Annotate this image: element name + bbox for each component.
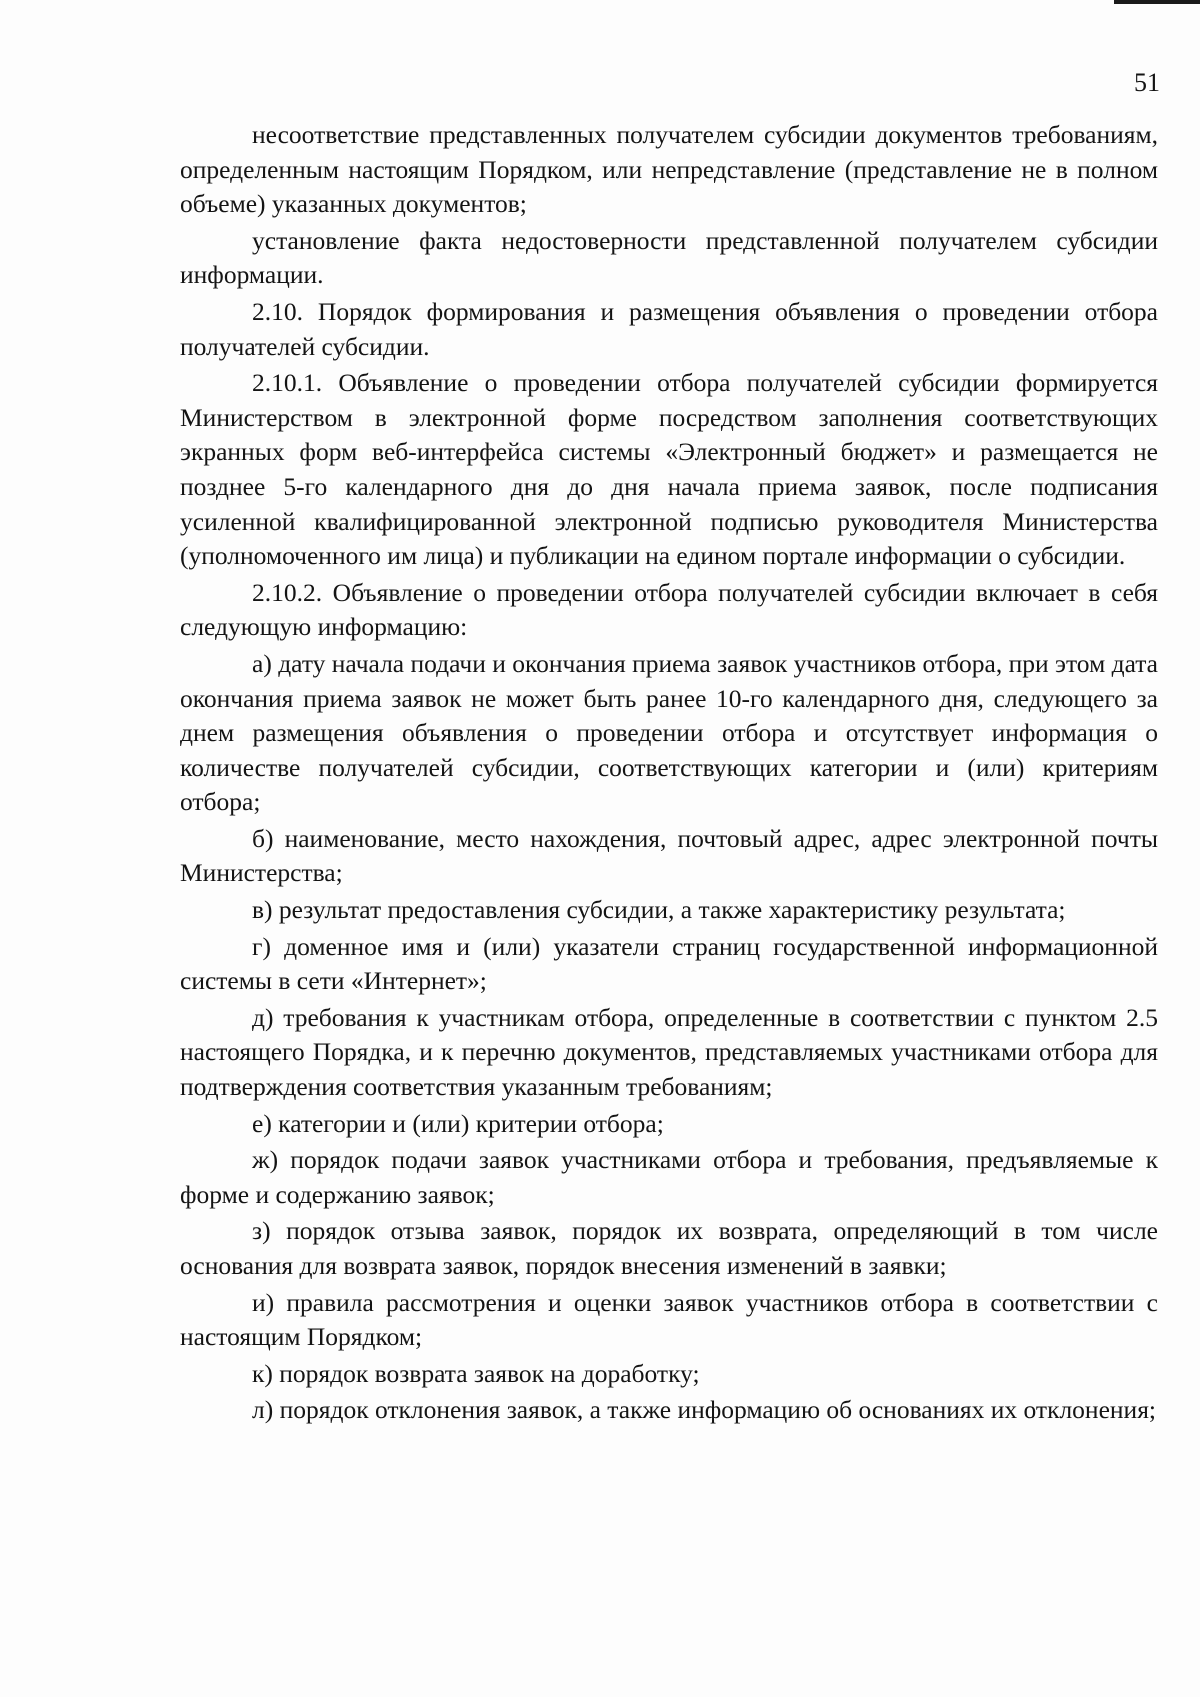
list-item-g: г) доменное имя и (или) указатели страниц государственной информационной системы в сети «Интернет»; bbox=[180, 931, 1158, 996]
list-item-l: л) порядок отклонения заявок, а также информацию об основаниях их отклонения; bbox=[252, 1395, 1157, 1425]
list-item-v: в) результат предоставления субсидии, а также характеристику результата; bbox=[252, 895, 1066, 925]
list-item-e: е) категории и (или) критерии отбора; bbox=[252, 1108, 664, 1138]
list-item-k: к) порядок возврата заявок на доработку; bbox=[252, 1358, 700, 1388]
list-item-b: б) наименование, место нахождения, почтовый адрес, адрес электронной почты Министерства; bbox=[180, 823, 1158, 888]
list-item-zh: ж) порядок подачи заявок участниками отбора и требования, предъявляемые к форме и содержанию заявок; bbox=[180, 1145, 1158, 1209]
paragraph-2-10: 2.10. Порядок формирования и размещения объявления о проведении отбора получателей субсидии. bbox=[180, 296, 1158, 361]
page-number: 51 bbox=[1134, 68, 1160, 97]
paragraph-false-info: установление факта недостоверности представленной получателем субсидии информации. bbox=[180, 225, 1158, 290]
paragraph-2-10-1: 2.10.1. Объявление о проведении отбора получателей субсидии формируется Министерством в электронной форме посредством заполнения соответствующих экранных форм веб-интерфейса системы «Электронный бюджет» и размещается не позднее 5-го календарного дня до дня начала приема заявок, после подписания усиленной квалифицированной электронной подписью руководителя Министерства (уполномоченного им лица) и публикации на едином портале информации о субсидии. bbox=[180, 368, 1158, 571]
list-item-d: д) требования к участникам отбора, определенные в соответствии с пунктом 2.5 настоящего Порядка, и к перечню документов, представляемых участниками отбора для подтверждения соответствия указанным требованиям; bbox=[180, 1002, 1158, 1102]
scan-edge-mark bbox=[1114, 0, 1200, 4]
list-item-a: а) дату начала подачи и окончания приема заявок участников отбора, при этом дата окончания приема заявок не может быть ранее 10-го календарного дня, следующего за днем размещения объявления о проведении отбора и отсутствует информация о количестве получателей субсидии, соответствующих категории и (или) критериям отбора; bbox=[180, 648, 1158, 817]
list-item-i: и) правила рассмотрения и оценки заявок участников отбора в соответствии с настоящим Порядком; bbox=[180, 1287, 1158, 1352]
document-body bbox=[180, 118, 1158, 1430]
list-item-z: з) порядок отзыва заявок, порядок их возврата, определяющий в том числе основания для возврата заявок, порядок внесения изменений в заявки; bbox=[180, 1216, 1158, 1280]
paragraph-2-10-2: 2.10.2. Объявление о проведении отбора получателей субсидии включает в себя следующую информацию: bbox=[180, 577, 1158, 642]
paragraph-nonconformity: несоответствие представленных получателем субсидии документов требованиям, определенным настоящим Порядком, или непредставление (представление не в полном объеме) указанных документов; bbox=[180, 120, 1158, 219]
